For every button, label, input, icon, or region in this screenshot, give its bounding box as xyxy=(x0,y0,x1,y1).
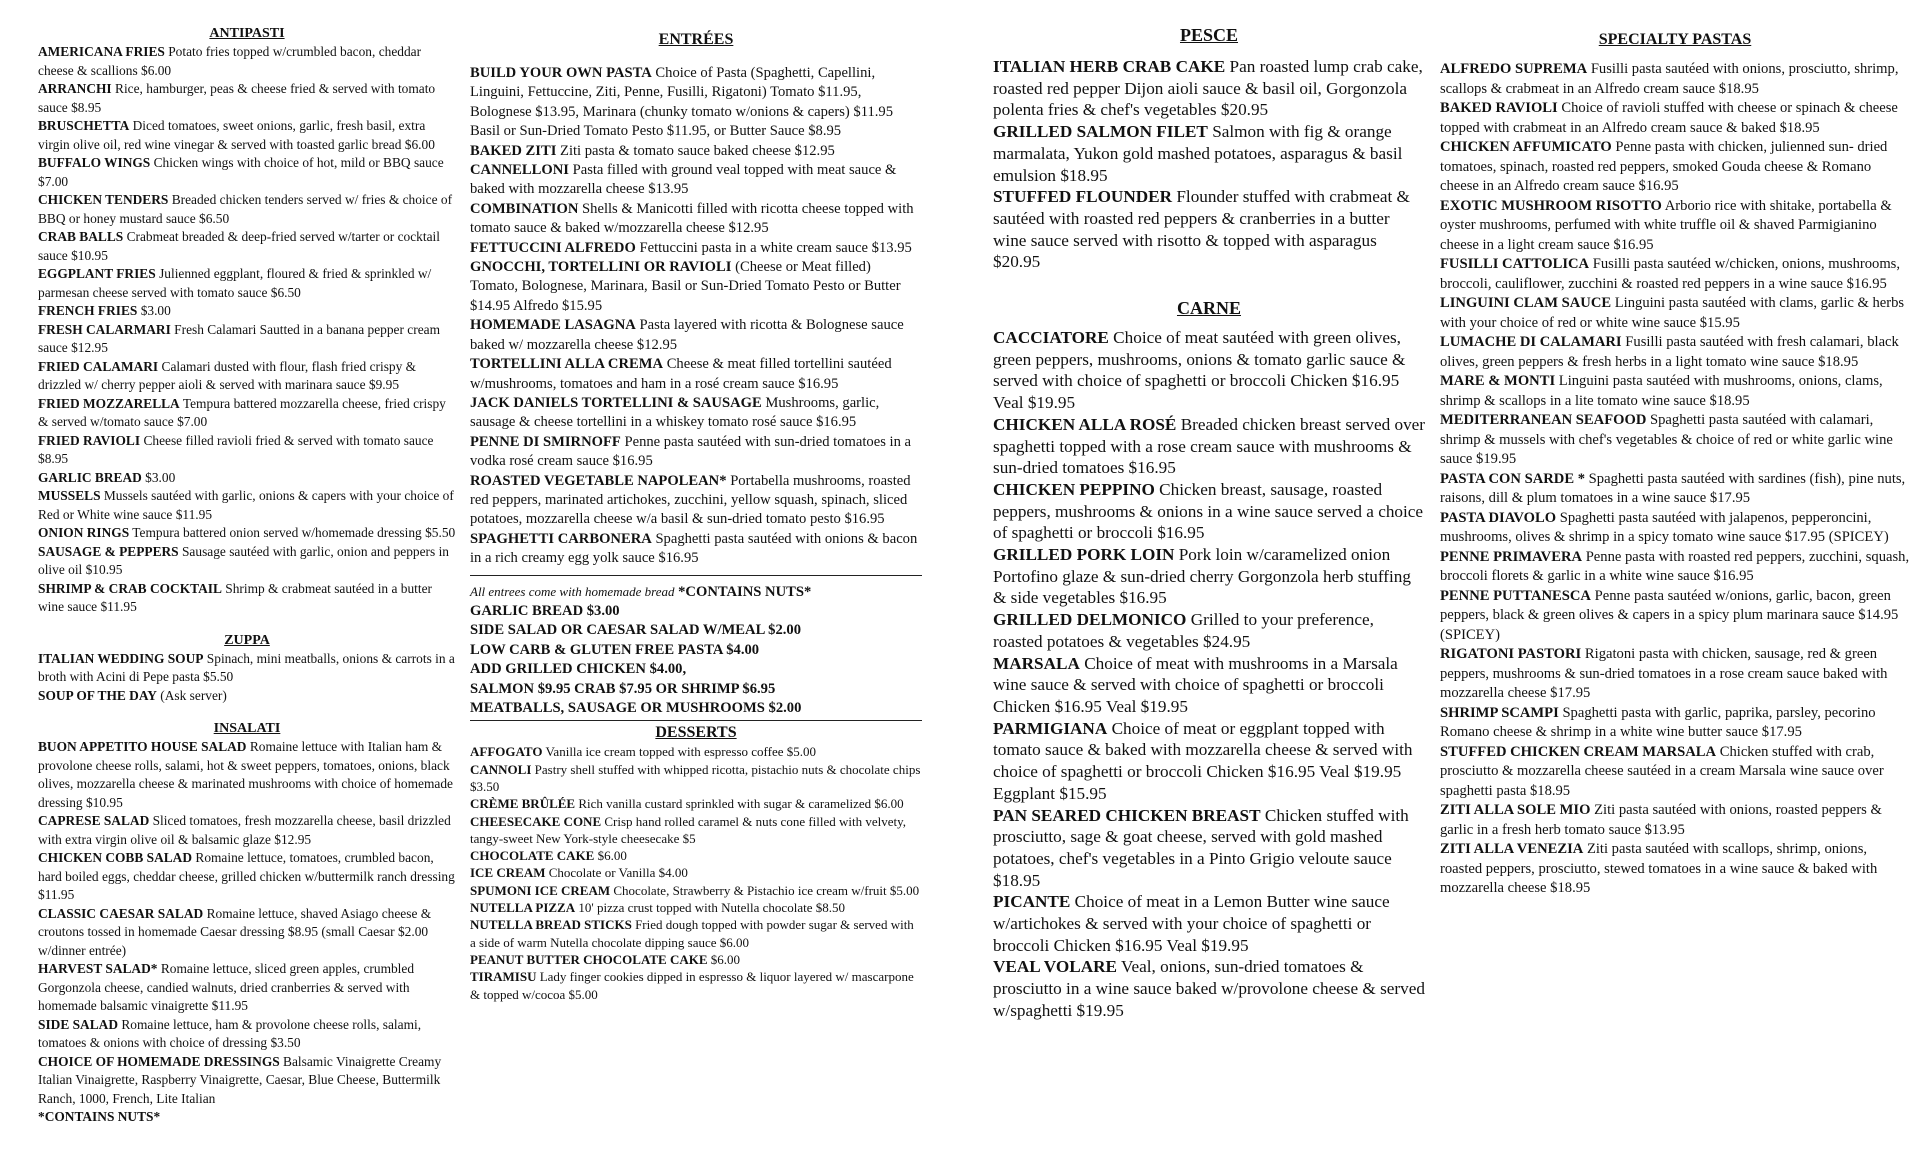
menu-item xyxy=(38,302,456,321)
menu-item-description: Vanilla ice cream topped with espresso coffee $5.00 xyxy=(545,744,816,760)
menu-item-description: Tempura battered onion served w/homemade dressing $5.50 xyxy=(132,525,456,540)
menu-item-description: Spaghetti pasta sautéed with onions & bacon in a rich creamy egg yolk sauce $16.95 xyxy=(470,530,918,567)
menu-item-name: MUSSELS xyxy=(38,488,101,503)
menu-item-name: GNOCCHI, TORTELLINI OR RAVIOLI xyxy=(470,259,732,276)
menu-item-description: Chicken stuffed with prosciutto, sage & goat cheese, served with gold mashed potatoes, chef's vegetables in a Pinto Grigio veloute sauce $18.95 xyxy=(993,805,1409,890)
menu-item xyxy=(470,813,922,848)
menu-item xyxy=(993,479,1425,544)
menu-item-description: Choice of meat with mushrooms in a Marsala wine sauce & served with choice of spaghetti or broccoli Chicken $16.95 Veal $19.95 xyxy=(993,653,1398,716)
menu-item-description: Spinach, mini meatballs, onions & carrots in a broth with Acini di Pepe pasta $5.50 xyxy=(38,650,455,684)
menu-item-name: VEAL VOLARE xyxy=(993,957,1117,977)
menu-item-description: $3.00 xyxy=(140,303,171,318)
menu-item xyxy=(470,161,922,200)
column-antipasti xyxy=(38,24,456,1127)
bread-note: All entrees come with homemade bread xyxy=(470,583,675,599)
insalati-list xyxy=(38,738,456,1108)
menu-item-name: PEANUT BUTTER CHOCOLATE CAKE xyxy=(470,951,708,967)
menu-item xyxy=(993,56,1425,121)
menu-item xyxy=(1440,840,1910,899)
zuppa-heading: ZUPPA xyxy=(224,632,270,648)
menu-item xyxy=(470,916,922,951)
menu-item xyxy=(1440,294,1910,333)
menu-item xyxy=(1440,99,1910,138)
menu-item xyxy=(1440,470,1910,509)
menu-item-name: SPUMONI ICE CREAM xyxy=(470,882,611,898)
menu-item xyxy=(38,812,456,849)
menu-item-description: (Cheese or Meat filled) Tomato, Bolognese, Marinara, Basil or Sun-Dried Tomato Pesto or Butter $14.95 Alfredo $15.95 xyxy=(470,259,901,314)
menu-item-name: ZITI ALLA SOLE MIO xyxy=(1440,802,1591,818)
menu-item-name: FETTUCCINI ALFREDO xyxy=(470,239,636,256)
menu-item-description: Ziti pasta & tomato sauce baked cheese $12.95 xyxy=(560,142,835,159)
menu-item-description: Mussels sautéed with garlic, onions & capers with your choice of Red or White wine sauce $11.95 xyxy=(38,488,454,522)
menu-item xyxy=(993,956,1425,1021)
menu-item-description: Balsamic Vinaigrette Creamy Italian Vinaigrette, Raspberry Vinaigrette, Caesar, Blue Cheese, Buttermilk Ranch, 1000, French, Lite Italian xyxy=(38,1053,442,1106)
menu-item xyxy=(470,968,922,1003)
menu-item xyxy=(1440,548,1910,587)
menu-item-name: EGGPLANT FRIES xyxy=(38,266,156,281)
contains-nuts-footnote: *CONTAINS NUTS* xyxy=(38,1109,161,1124)
menu-item-description: Julienned eggplant, floured & fried & sprinkled w/ parmesan cheese served with tomato sauce $6.50 xyxy=(38,266,432,300)
extra-line: SALMON $9.95 CRAB $7.95 OR SHRIMP $6.95 xyxy=(470,680,776,697)
nuts-note: *CONTAINS NUTS* xyxy=(678,583,812,600)
menu-item-description: Rich vanilla custard sprinkled with sugar & caramelized $6.00 xyxy=(578,796,904,812)
menu-item-name: MARE & MONTI xyxy=(1440,373,1556,389)
menu-item-description: Penne pasta sautéed w/onions, garlic, bacon, green peppers, black & green olives & capers in a spicy plum marinara sauce $14.95 (SPICEY) xyxy=(1440,587,1899,643)
menu-item-name: ALFREDO SUPREMA xyxy=(1440,61,1588,77)
menu-item-description: Pan roasted lump crab cake, roasted red pepper Dijon aioli sauce & basil oil, Gorgonzola polenta fries & chef's vegetables $20.95 xyxy=(993,57,1423,120)
menu-item-description: Rigatoni pasta with chicken, sausage, red & green peppers, mushrooms & sun-dried tomatoes in a rose cream sauce baked with mozzarella cheese $17.95 xyxy=(1440,646,1888,701)
entrees-extras xyxy=(470,575,922,719)
menu-item xyxy=(1440,138,1910,197)
menu-item-description: Ziti pasta sautéed with onions, roasted peppers & garlic in a fresh herb tomato sauce $13.95 xyxy=(1440,802,1882,838)
menu-item xyxy=(470,142,922,161)
menu-item xyxy=(38,432,456,469)
menu-item xyxy=(38,395,456,432)
menu-item-name: CHICKEN TENDERS xyxy=(38,192,169,207)
menu-item xyxy=(1440,801,1910,840)
menu-item xyxy=(993,653,1425,718)
menu-item-name: CANNELLONI xyxy=(470,162,569,179)
menu-item-description: 10' pizza crust topped with Nutella chocolate $8.50 xyxy=(578,900,845,916)
menu-item xyxy=(1440,60,1910,99)
menu-item xyxy=(38,524,456,543)
menu-item-name: BAKED ZITI xyxy=(470,142,557,159)
menu-item xyxy=(38,358,456,395)
menu-item-name: CHEESECAKE CONE xyxy=(470,813,602,829)
menu-item-name: ITALIAN WEDDING SOUP xyxy=(38,650,204,666)
menu-item xyxy=(470,472,922,530)
menu-item-description: Chicken stuffed with crab, prosciutto & mozzarella cheese sautéed in a cream Marsala wine sauce over spaghetti pasta $18.95 xyxy=(1440,743,1884,799)
menu-item-name: PASTA CON SARDE * xyxy=(1440,470,1586,487)
menu-item xyxy=(470,761,922,796)
menu-item xyxy=(38,487,456,524)
menu-item-name: SIDE SALAD xyxy=(38,1016,118,1032)
menu-item-name: JACK DANIELS TORTELLINI & SAUSAGE xyxy=(470,394,762,411)
menu-item-name: BUON APPETITO HOUSE SALAD xyxy=(38,739,247,754)
menu-item xyxy=(38,650,456,687)
menu-item-description: Spaghetti pasta with garlic, paprika, parsley, pecorino Romano cheese & shrimp in a white wine butter sauce $17.95 xyxy=(1440,704,1876,740)
menu-item-description: Cheese filled ravioli fried & served with tomato sauce $8.95 xyxy=(38,432,434,466)
menu-item-description: Spaghetti pasta sautéed with jalapenos, pepperoncini, mushrooms, olives & shrimp in a spicy tomato wine sauce $17.95 (SPICEY) xyxy=(1440,509,1889,545)
antipasti-heading: ANTIPASTI xyxy=(209,26,285,41)
menu-item-description: Penne pasta sautéed with sun-dried tomatoes in a vodka rosé cream sauce $16.95 xyxy=(470,433,911,470)
menu-item-name: BRUSCHETTA xyxy=(38,118,130,133)
menu-item-description: Ziti pasta sautéed with scallops, shrimp, onions, roasted peppers, prosciutto, stewed tomatoes in a wine sauce & baked with mozzarella cheese $18.95 xyxy=(1440,841,1878,896)
menu-item-description: Rice, hamburger, peas & cheese fried & served with tomato sauce $8.95 xyxy=(38,81,436,115)
menu-item xyxy=(38,738,456,812)
menu-item-description: Spaghetti pasta sautéed with sardines (fish), pine nuts, raisons, dill & plum tomatoes in a wine sauce $17.95 xyxy=(1440,470,1906,506)
menu-item xyxy=(1440,645,1910,704)
menu-item xyxy=(470,433,922,472)
menu-item-description: Fried dough topped with powder sugar & served with a side of warm Nutella chocolate dipping sauce $6.00 xyxy=(470,917,914,950)
menu-item-name: BUFFALO WINGS xyxy=(38,155,151,170)
menu-item-description: Chicken wings with choice of hot, mild or BBQ sauce $7.00 xyxy=(38,155,444,189)
menu-item-name: ZITI ALLA VENEZIA xyxy=(1440,841,1584,857)
menu-item-description: Fusilli pasta sautéed with fresh calamari, black olives, green peppers & fresh herbs in a light tomato wine sauce $18.95 xyxy=(1440,334,1899,370)
menu-item-name: FRENCH FRIES xyxy=(38,303,138,318)
menu-item xyxy=(993,718,1425,805)
menu-item xyxy=(1440,743,1910,802)
menu-item-name: MARSALA xyxy=(993,653,1080,673)
menu-item xyxy=(470,258,922,316)
menu-item-name: ROASTED VEGETABLE NAPOLEAN* xyxy=(470,472,727,489)
menu-item xyxy=(993,609,1425,652)
menu-item xyxy=(1440,411,1910,470)
menu-item-description: $6.00 xyxy=(710,951,741,967)
menu-item-name: AMERICANA FRIES xyxy=(38,44,165,59)
entrees-note xyxy=(470,582,922,602)
menu-item xyxy=(470,743,922,760)
menu-item-name: STUFFED FLOUNDER xyxy=(993,187,1173,207)
menu-item-description: Chicken breast, sausage, roasted peppers, mushrooms & onions in a wine sauce served a choice of spaghetti or broccoli $16.95 xyxy=(993,479,1424,543)
menu-item-description: Crabmeat breaded & deep-fried served w/tarter or cocktail sauce $10.95 xyxy=(38,229,440,263)
menu-item-name: AFFOGATO xyxy=(470,744,543,760)
menu-item-description: (Ask server) xyxy=(160,687,227,703)
menu-item xyxy=(38,191,456,228)
menu-item-description: Choice of meat or eggplant topped with tomato sauce & baked with mozzarella cheese & served with choice of spaghetti or broccoli Chicken $16.95 Veal $19.95 Eggplant $15.95 xyxy=(993,718,1413,803)
menu-item-description: Romaine lettuce, shaved Asiago cheese & croutons tossed in homemade Caesar dressing $8.95 (small Caesar $2.00 w/dinner entrée) xyxy=(38,905,432,958)
menu-item xyxy=(38,543,456,580)
menu-item-description: Pasta layered with ricotta & Bolognese sauce baked w/ mozzarella cheese $12.95 xyxy=(470,317,904,353)
menu-item-description: Romaine lettuce, sliced green apples, crumbled Gorgonzola cheese, candied walnuts, dried cranberries & served with homemade balsamic vinaigrette $11.95 xyxy=(38,961,415,1013)
menu-item-name: SOUP OF THE DAY xyxy=(38,687,157,703)
menu-item-description: Arborio rice with shitake, portabella & oyster mushrooms, perfumed with white truffle oil & shaved Parmigianino cheese in a light cream sauce $16.95 xyxy=(1440,197,1892,253)
menu-item xyxy=(470,394,922,433)
menu-item-name: RIGATONI PASTORI xyxy=(1440,646,1582,662)
menu-item-name: SHRIMP SCAMPI xyxy=(1440,704,1559,721)
menu-item-name: CRAB BALLS xyxy=(38,229,124,244)
menu-item-name: FRIED MOZZARELLA xyxy=(38,395,180,411)
menu-item-name: MEDITERRANEAN SEAFOOD xyxy=(1440,412,1647,428)
menu-item xyxy=(38,905,456,961)
menu-item-description: Breaded chicken tenders served w/ fries & choice of BBQ or honey mustard sauce $6.50 xyxy=(38,192,453,226)
menu-item xyxy=(38,1016,456,1053)
menu-item-description: Tempura battered mozzarella cheese, fried crispy & served w/tomato sauce $7.00 xyxy=(38,395,446,429)
menu-item-name: CRÈME BRÛLÉE xyxy=(470,796,576,812)
extra-line: MEATBALLS, SAUSAGE OR MUSHROOMS $2.00 xyxy=(470,700,802,716)
menu-item xyxy=(470,795,922,812)
menu-item xyxy=(1440,333,1910,372)
menu-item xyxy=(470,882,922,899)
menu-item xyxy=(993,805,1425,892)
menu-item-description: Choice of ravioli stuffed with cheese or spinach & cheese topped with crabmeat in an Alfredo cream sauce & baked $18.95 xyxy=(1440,100,1898,136)
menu-item-description: Choice of meat sautéed with green olives, green peppers, mushrooms, onions & tomato garlic sauce & served with choice of spaghetti or broccoli Chicken $16.95 Veal $19.95 xyxy=(993,328,1406,413)
menu-item-name: CACCIATORE xyxy=(993,328,1109,348)
menu-item-name: SPAGHETTI CARBONERA xyxy=(470,530,652,547)
menu-item-name: ONION RINGS xyxy=(38,525,130,540)
menu-item-name: CAPRESE SALAD xyxy=(38,813,150,828)
menu-item-name: CHICKEN AFFUMICATO xyxy=(1440,139,1612,155)
menu-item-description: Romaine lettuce with Italian ham & provolone cheese rolls, salami, hot & sweet peppers, tomatoes, onions, black olives, mozzarella cheese & marinated mushrooms with choice of homemade dressing $10.95 xyxy=(38,739,453,810)
menu-item-description: $3.00 xyxy=(145,469,176,485)
menu-item-name: LUMACHE DI CALAMARI xyxy=(1440,334,1622,350)
menu-item-description: Pork loin w/caramelized onion Portofino glaze & sun-dried cherry Gorgonzola herb stuffing & side vegetables $16.95 xyxy=(993,545,1411,608)
extra-line: SIDE SALAD OR CAESAR SALAD W/MEAL $2.00 xyxy=(470,622,801,639)
menu-item xyxy=(993,327,1425,414)
menu-item xyxy=(1440,587,1910,646)
carne-list xyxy=(993,327,1425,1022)
menu-item-name: PARMIGIANA xyxy=(993,718,1108,738)
menu-item xyxy=(38,469,456,488)
menu-item-description: Diced tomatoes, sweet onions, garlic, fresh basil, extra virgin olive oil, red wine vinegar & served with toasted garlic bread $6.00 xyxy=(38,118,435,152)
menu-item-name: EXOTIC MUSHROOM RISOTTO xyxy=(1440,197,1662,214)
menu-item xyxy=(38,1053,456,1109)
menu-item xyxy=(38,265,456,302)
menu-item xyxy=(38,849,456,905)
menu-item-description: Sliced tomatoes, fresh mozzarella cheese, basil drizzled with extra virgin olive oil & balsamic glaze $12.95 xyxy=(38,813,451,847)
menu-item xyxy=(38,43,456,80)
menu-item xyxy=(38,687,456,706)
menu-item-description: Fusilli pasta sautéed w/chicken, onions, mushrooms, broccoli, cauliflower, zucchini & roasted red peppers in a wine sauce $16.95 xyxy=(1440,256,1900,292)
entrees-heading: ENTRÉES xyxy=(658,31,734,48)
menu-item-description: Fusilli pasta sautéed with onions, prosciutto, shrimp, scallops & crabmeat in an Alfredo cream sauce $18.95 xyxy=(1440,61,1899,97)
menu-item-description: Fettuccini pasta in a white cream sauce $13.95 xyxy=(639,239,912,256)
menu-item xyxy=(1440,704,1910,743)
menu-item-name: HOMEMADE LASAGNA xyxy=(470,317,636,334)
menu-item xyxy=(38,580,456,617)
menu-item-description: Potato fries topped w/crumbled bacon, cheddar cheese & scallions $6.00 xyxy=(38,44,422,78)
pesce-list xyxy=(993,56,1425,273)
menu-item-name: CANNOLI xyxy=(470,761,532,777)
menu-item-description: Choice of Pasta (Spaghetti, Capellini, Linguini, Fettuccine, Ziti, Penne, Fusilli, Rigatoni) Tomato $11.95, Bolognese $13.95, Marinara (chunky tomato w/onions & capers) $11.95 Basil or Sun-Dried Tomato Pesto $11.95, or Butter Sauce $8.95 xyxy=(470,65,893,140)
menu-item xyxy=(470,239,922,258)
menu-item-name: SHRIMP & CRAB COCKTAIL xyxy=(38,580,222,596)
menu-item xyxy=(470,64,922,142)
menu-item-name: ITALIAN HERB CRAB CAKE xyxy=(993,57,1226,76)
menu-item xyxy=(1440,509,1910,548)
menu-item xyxy=(470,951,922,968)
menu-item xyxy=(1440,372,1910,411)
column-pesce-carne xyxy=(993,24,1425,1022)
extra-line: LOW CARB & GLUTEN FREE PASTA $4.00 xyxy=(470,641,760,658)
menu-item-name: CHICKEN PEPPINO xyxy=(993,479,1155,499)
menu-item xyxy=(38,80,456,117)
menu-item-name: GARLIC BREAD xyxy=(38,469,142,485)
menu-item-description: Choice of meat in a Lemon Butter wine sauce w/artichokes & served with your choice of spaghetti or broccoli Chicken $16.95 Veal $19.95 xyxy=(993,892,1390,955)
menu-item-description: Chocolate or Vanilla $4.00 xyxy=(548,865,688,881)
menu-item-description: $6.00 xyxy=(597,848,627,864)
menu-item-name: TIRAMISU xyxy=(470,969,537,985)
menu-item-description: Flounder stuffed with crabmeat & sautéed with roasted red peppers & cranberries in a butter wine sauce served with risotto & topped with asparagus $20.95 xyxy=(993,187,1410,272)
menu-item xyxy=(38,117,456,154)
menu-item-name: GRILLED PORK LOIN xyxy=(993,545,1175,565)
menu-item xyxy=(470,847,922,864)
menu-item-name: PICANTE xyxy=(993,892,1071,912)
column-entrees xyxy=(470,30,922,1003)
menu-item xyxy=(470,530,922,569)
menu-item-description: Shrimp & crabmeat sautéed in a butter wine sauce $11.95 xyxy=(38,580,432,614)
menu-item-description: Penne pasta with chicken, julienned sun- dried tomatoes, spinach, roasted red peppers, smoked Gouda cheese & Romano cheese in an Alfredo cream sauce $16.95 xyxy=(1440,139,1888,194)
menu-item-description: Romaine lettuce, ham & provolone cheese rolls, salami, tomatoes & onions with choice of dressing $3.50 xyxy=(38,1016,422,1050)
menu-item-name: PAN SEARED CHICKEN BREAST xyxy=(993,805,1261,825)
menu-item xyxy=(38,321,456,358)
menu-item xyxy=(470,200,922,239)
menu-item-description: Sausage sautéed with garlic, onion and peppers in olive oil $10.95 xyxy=(38,543,449,577)
menu-item xyxy=(470,864,922,881)
menu-item-name: CHOICE OF HOMEMADE DRESSINGS xyxy=(38,1053,280,1069)
menu-item-name: FRESH CALARMARI xyxy=(38,321,171,337)
menu-item-name: PASTA DIAVOLO xyxy=(1440,509,1557,526)
menu-item-name: COMBINATION xyxy=(470,200,579,217)
menu-item-description: Chocolate, Strawberry & Pistachio ice cream w/fruit $5.00 xyxy=(613,882,920,898)
menu-item-description: Fresh Calamari Sautted in a banana pepper cream sauce $12.95 xyxy=(38,321,441,355)
menu-item-name: ARRANCHI xyxy=(38,81,112,96)
menu-item-name: GRILLED SALMON FILET xyxy=(993,122,1208,142)
menu-item-description: Calamari dusted with flour, flash fried crispy & drizzled w/ cherry pepper aioli & served with marinara sauce $9.95 xyxy=(38,358,417,392)
zuppa-list xyxy=(38,650,456,706)
menu-item-description: Pastry shell stuffed with whipped ricotta, pistachio nuts & chocolate chips $3.50 xyxy=(470,761,921,794)
menu-item xyxy=(993,414,1425,479)
antipasti-list xyxy=(38,43,456,617)
menu-item-description: Romaine lettuce, tomatoes, crumbled bacon, hard boiled eggs, cheddar cheese, grilled chicken w/buttermilk ranch dressing $11.95 xyxy=(38,850,455,902)
menu-item-description: Veal, onions, sun-dried tomatoes & prosciutto in a wine sauce baked w/provolone cheese & served w/spaghetti $19.95 xyxy=(993,957,1425,1020)
menu-item-description: Cheese & meat filled tortellini sautéed w/mushrooms, tomatoes and ham in a rosé cream sauce $16.95 xyxy=(470,356,892,392)
menu-item-name: BUILD YOUR OWN PASTA xyxy=(470,65,652,81)
menu-item xyxy=(470,899,922,916)
menu-item-description: Grilled to your preference, roasted potatoes & vegetables $24.95 xyxy=(993,610,1374,651)
menu-item-description: Portabella mushrooms, roasted red peppers, marinated artichokes, zucchini, yellow squash, spinach, sliced potatoes, mozzarella cheese w/a basil & sun-dried tomato pesto $16.95 xyxy=(470,472,911,528)
menu-item xyxy=(470,355,922,394)
menu-item-name: HARVEST SALAD* xyxy=(38,961,158,976)
menu-item-name: FRIED CALAMARI xyxy=(38,358,159,374)
menu-item-name: CHOCOLATE CAKE xyxy=(470,848,595,864)
extra-line: ADD GRILLED CHICKEN $4.00, xyxy=(470,661,687,678)
pesce-heading: PESCE xyxy=(1179,25,1239,45)
menu-item-name: NUTELLA PIZZA xyxy=(470,900,576,916)
menu-item xyxy=(1440,197,1910,256)
menu-item-name: SAUSAGE & PEPPERS xyxy=(38,543,179,559)
menu-item-description: Shells & Manicotti filled with ricotta cheese topped with tomato sauce & baked w/mozzarella cheese $12.95 xyxy=(470,200,914,237)
menu-item-description: Crisp hand rolled caramel & nuts cone filled with velvety, tangy-sweet New York-style cheesecake $5 xyxy=(470,813,907,846)
menu-item-name: FUSILLI CATTOLICA xyxy=(1440,256,1590,272)
menu-item-description: Spaghetti pasta sautéed with calamari, shrimp & mussels with chef's vegetables & choice of red or white garlic wine sauce $19.95 xyxy=(1440,412,1893,467)
menu-item xyxy=(38,960,456,1016)
menu-item-description: Mushrooms, garlic, sausage & cheese tortellini in a whiskey tomato rosé sauce $16.95 xyxy=(470,394,880,431)
menu-item-description: Salmon with fig & orange marmalata, Yukon gold mashed potatoes, asparagus & basil emulsion $18.95 xyxy=(993,122,1403,185)
menu-item xyxy=(993,891,1425,956)
menu-item-name: STUFFED CHICKEN CREAM MARSALA xyxy=(1440,743,1717,760)
menu-item-name: CLASSIC CAESAR SALAD xyxy=(38,905,204,921)
menu-item-description: Pasta filled with ground veal topped with meat sauce & baked with mozzarella cheese $13.95 xyxy=(470,162,897,198)
menu-item-name: PENNE PRIMAVERA xyxy=(1440,548,1583,565)
carne-heading: CARNE xyxy=(1176,298,1241,319)
menu-item-name: PENNE PUTTANESCA xyxy=(1440,587,1591,604)
menu-item-name: GRILLED DELMONICO xyxy=(993,610,1187,630)
menu-item xyxy=(1440,255,1910,294)
menu-item xyxy=(993,186,1425,273)
extra-line: GARLIC BREAD $3.00 xyxy=(470,602,620,619)
menu-item-name: NUTELLA BREAD STICKS xyxy=(470,917,632,933)
menu-item xyxy=(993,121,1425,186)
menu-item-name: PENNE DI SMIRNOFF xyxy=(470,433,621,450)
menu-item xyxy=(993,544,1425,609)
desserts-list xyxy=(470,743,922,1002)
menu-item xyxy=(470,316,922,355)
menu-item-description: Linguini pasta sautéed with mushrooms, onions, clams, shrimp & scallops in a lite tomato wine sauce $18.95 xyxy=(1440,373,1883,409)
specialty-list xyxy=(1440,60,1910,899)
desserts-heading: DESSERTS xyxy=(655,724,737,742)
menu-item-description: Breaded chicken breast served over spaghetti topped with a rose cream sauce with mushrooms & sun-dried tomatoes $16.95 xyxy=(993,414,1426,478)
menu-item-name: ICE CREAM xyxy=(470,865,546,881)
entrees-list xyxy=(470,64,922,569)
menu-item-name: CHICKEN ALLA ROSÉ xyxy=(993,414,1177,434)
menu-item-description: Penne pasta with roasted red peppers, zucchini, squash, broccoli florets & garlic in a white wine sauce $16.95 xyxy=(1440,548,1910,584)
menu-item-name: TORTELLINI ALLA CREMA xyxy=(470,356,664,373)
menu-item-description: Linguini pasta sautéed with clams, garlic & herbs with your choice of red or white wine sauce $15.95 xyxy=(1440,295,1905,331)
insalati-heading: INSALATI xyxy=(213,721,281,736)
menu-item xyxy=(38,228,456,265)
menu-item xyxy=(38,154,456,191)
menu-item-name: BAKED RAVIOLI xyxy=(1440,100,1558,116)
menu-item-name: FRIED RAVIOLI xyxy=(38,432,141,448)
menu-item-name: CHICKEN COBB SALAD xyxy=(38,850,193,865)
column-specialty-pastas xyxy=(1440,30,1910,899)
specialty-heading: SPECIALTY PASTAS xyxy=(1598,31,1752,48)
menu-item-description: Lady finger cookies dipped in espresso & liquor layered w/ mascarpone & topped w/cocoa $5.00 xyxy=(470,969,914,1002)
menu-item-name: LINGUINI CLAM SAUCE xyxy=(1440,295,1612,311)
